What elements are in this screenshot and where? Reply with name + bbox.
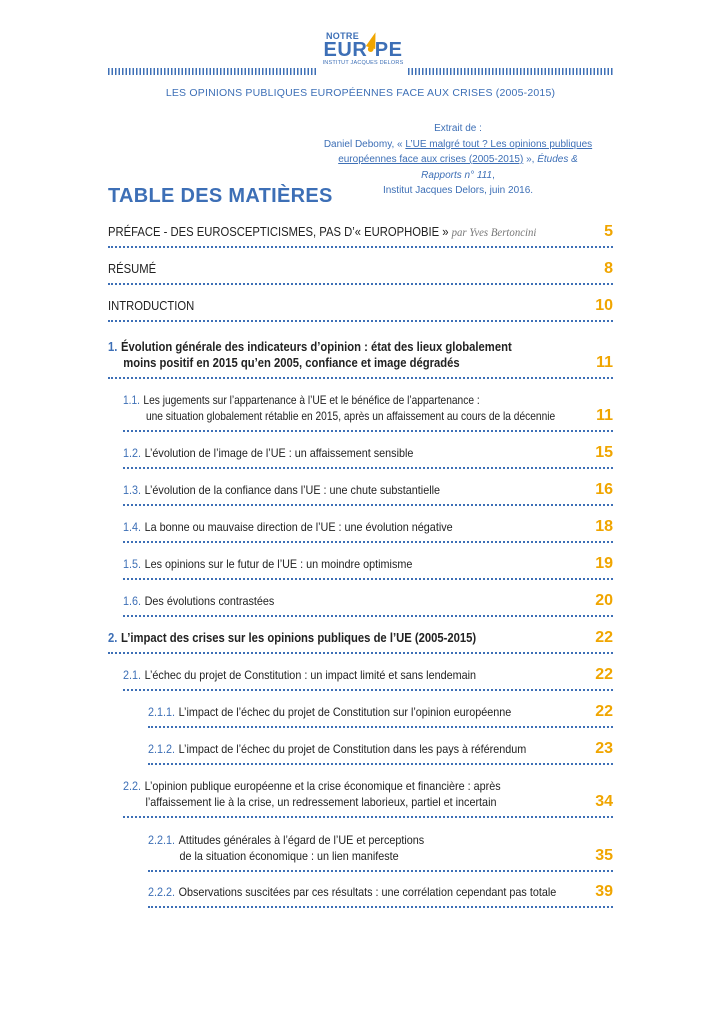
document-title: LES OPINIONS PUBLIQUES EUROPÉENNES FACE AUX CRISES (2005-2015) [165, 87, 556, 99]
page-number: 23 [595, 740, 613, 757]
page-number: 16 [595, 481, 613, 498]
toc-entry-2-1-1[interactable]: 2.1.1. L’impact de l’échec du projet de Constitution sur l’opinion européenne 22 [148, 699, 613, 728]
page-number: 20 [595, 592, 613, 609]
header-stripe-right [408, 68, 613, 75]
notre-europe-logo [318, 32, 408, 78]
toc-entry-1-5[interactable]: 1.5. Les opinions sur le futur de l’UE : un moindre optimisme 19 [123, 552, 613, 580]
toc-entry-2-2-2[interactable]: 2.2.2. Observations suscitées par ces résultats : une corrélation cependant pas totale 39 [148, 879, 613, 908]
toc-entry-1-2[interactable]: 1.2. L’évolution de l’image de l’UE : un affaissement sensible 15 [123, 441, 613, 469]
toc-entry-section-1[interactable]: 1. Évolution générale des indicateurs d’opinion : état des lieux globalement moins positif en 2015 qu’en 2005, confiance et image dégradés 11 [108, 335, 613, 379]
toc-entry-section-2[interactable]: 2. L’impact des crises sur les opinions publiques de l’UE (2005-2015) 22 [108, 625, 613, 654]
logo-line3: INSTITUT JACQUES DELORS [322, 60, 404, 66]
header-stripe-left [108, 68, 318, 75]
page-number: 19 [595, 555, 613, 572]
toc-entry-2-2[interactable]: 2.2. L’opinion publique européenne et la crise économique et financière : après l’affaissement lie à la crise, un redressement laborieux, partiel et incertain 34 [123, 772, 613, 818]
toc-title: TABLE DES MATIÈRES [108, 185, 333, 207]
toc-entry-1-4[interactable]: 1.4. La bonne ou mauvaise direction de l’UE : une évolution négative 18 [123, 515, 613, 543]
toc-entry-1-6[interactable]: 1.6. Des évolutions contrastées 20 [123, 589, 613, 617]
toc-entry-preface[interactable]: PRÉFACE - DES EUROSCEPTICISMES, PAS D’« EUROPHOBIE » par Yves Bertoncini 5 [108, 222, 613, 248]
page-number: 15 [595, 444, 613, 461]
toc-entry-introduction[interactable]: INTRODUCTION 10 [108, 296, 613, 322]
toc-entry-resume[interactable]: RÉSUMÉ 8 [108, 259, 613, 285]
page-number: 11 [596, 407, 613, 424]
page-number: 22 [595, 703, 613, 720]
logo-line2: EUR•PE [323, 39, 403, 61]
toc-entry-2-1[interactable]: 2.1. L’échec du projet de Constitution : un impact limité et sans lendemain 22 [123, 662, 613, 691]
page-number: 18 [595, 518, 613, 535]
toc-entry-2-1-2[interactable]: 2.1.2. L’impact de l’échec du projet de Constitution dans les pays à référendum 23 [148, 736, 613, 765]
toc-entry-2-2-1[interactable]: 2.2.1. Attitudes générales à l’égard de l’UE et perceptions de la situation économique : un lien manifeste 35 [148, 826, 613, 872]
page-number: 22 [595, 629, 613, 646]
page-number: 10 [595, 297, 613, 314]
page-number: 34 [595, 793, 613, 810]
page-number: 8 [604, 260, 613, 277]
citation-link[interactable]: L’UE malgré tout ? Les opinions publiques [405, 138, 593, 150]
page-number: 5 [604, 223, 613, 240]
toc-entry-1-3[interactable]: 1.3. L’évolution de la confiance dans l’UE : une chute substantielle 16 [123, 478, 613, 506]
logo-line1: NOTRE [326, 31, 359, 41]
extract-citation: Extrait de : Daniel Debomy, « L’UE malgré tout ? Les opinions publiques européennes face aux crises (2005-2015) », Études & Rapports n° 111, Institut Jacques Delors, juin 2016. [323, 123, 593, 196]
toc-entry-1-1[interactable]: 1.1. Les jugements sur l’appartenance à l’UE et le bénéfice de l’appartenance : une situation globalement rétablie en 2015, après un affaissement au cours de la décennie 11 [123, 390, 613, 432]
page-number: 35 [595, 847, 613, 864]
page-number: 22 [595, 666, 613, 683]
page-number: 39 [595, 883, 613, 900]
page-number: 11 [596, 354, 613, 371]
